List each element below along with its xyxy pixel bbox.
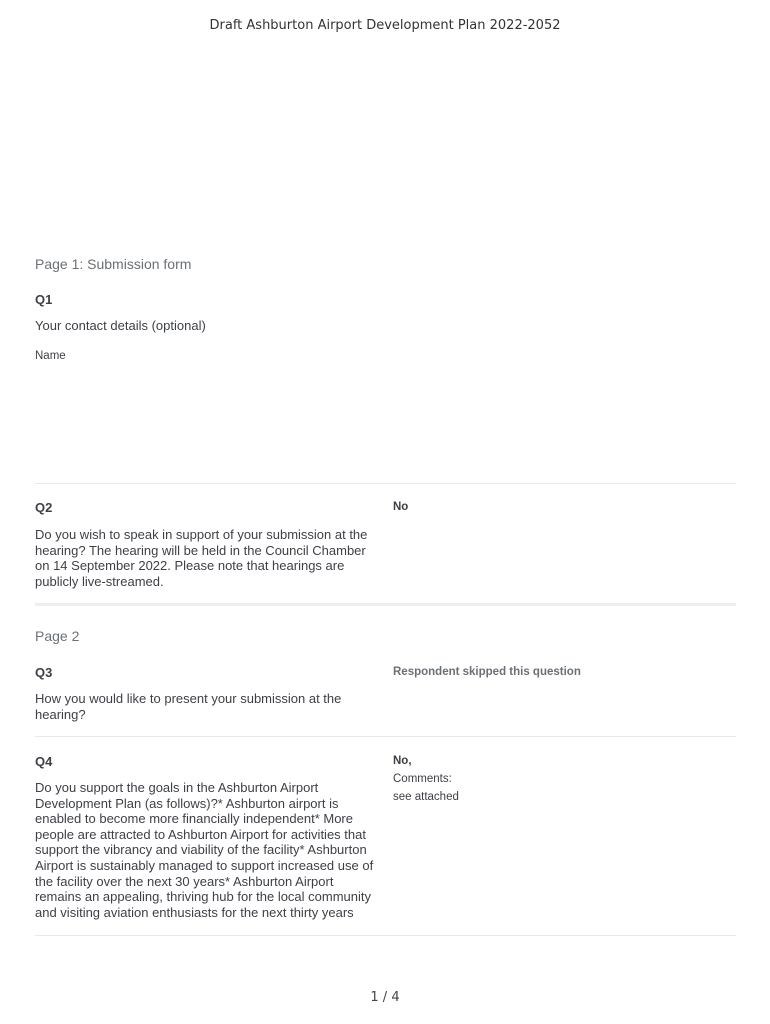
answer-q2: No — [393, 501, 409, 513]
comments-value-q4: see attached — [393, 791, 459, 803]
section-label-page-2: Page 2 — [35, 628, 80, 644]
section-label-page-1: Page 1: Submission form — [35, 256, 192, 272]
comments-label-q4: Comments: — [393, 773, 452, 785]
question-number-q2: Q2 — [35, 500, 53, 515]
question-number-q4: Q4 — [35, 754, 53, 769]
question-text-q2: Do you wish to speak in support of your submission at the hearing? The hearing will be held in the Council Chamber on 14 September 2022. Please note that hearings are publicly live-streamed. — [35, 527, 368, 589]
question-text-q3: How you would like to present your submission at the hearing? — [35, 691, 342, 722]
question-number-q1: Q1 — [35, 292, 53, 307]
divider — [35, 935, 736, 936]
question-text-q1: Your contact details (optional) — [35, 318, 206, 333]
question-number-q3: Q3 — [35, 665, 53, 680]
divider — [35, 736, 736, 737]
answer-q3-skipped: Respondent skipped this question — [393, 666, 581, 678]
section-divider — [35, 603, 736, 606]
page-number: 1 / 4 — [370, 990, 400, 1005]
document-title: Draft Ashburton Airport Development Plan 2022-2052 — [209, 18, 561, 33]
divider — [35, 483, 736, 484]
field-label-name: Name — [35, 350, 66, 362]
question-text-q4: Do you support the goals in the Ashburton Airport Development Plan (as follows)?* Ashburton airport is enabled to become more financially independent* More people are attracted to Ashburton Airport for activities that support the vibrancy and viability of the facility* Ashburton Airport is sustainably managed to support increased use of the facility over the next 30 years* Ashburton Airport remains an appealing, thriving hub for the local community and visiting aviation enthusiasts for the next thirty years — [35, 780, 374, 920]
answer-q4: No, — [393, 755, 412, 767]
